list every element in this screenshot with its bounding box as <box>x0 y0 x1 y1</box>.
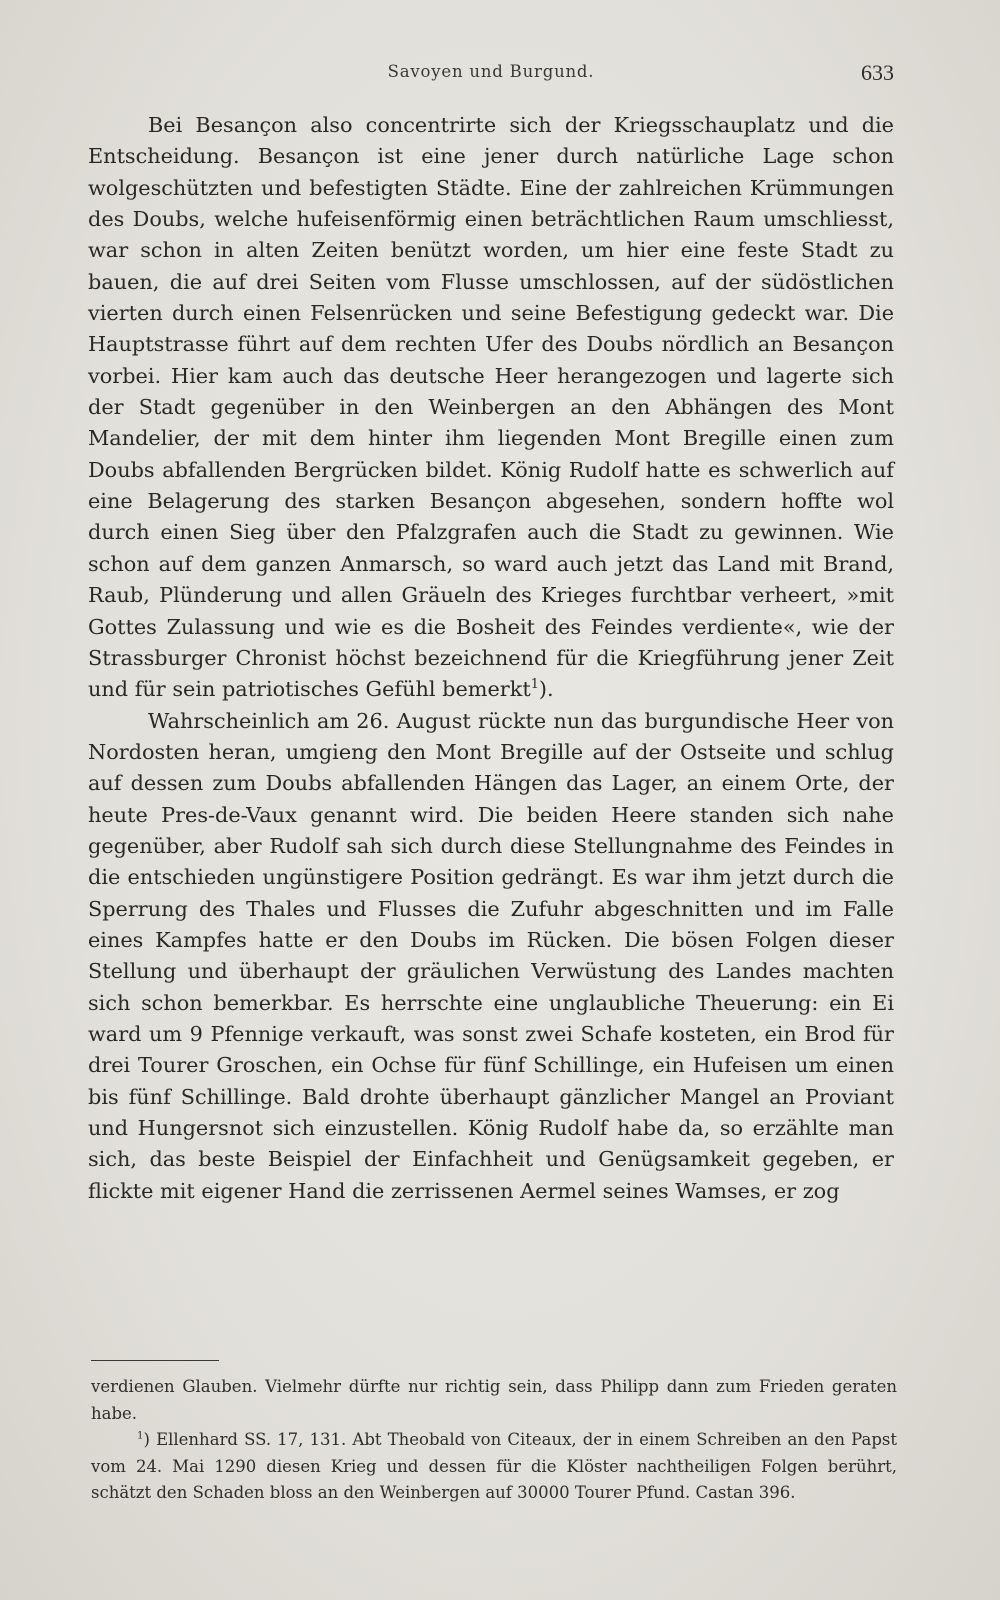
page-number: 633 <box>861 60 894 85</box>
running-title: Savoyen und Burgund. <box>387 62 595 81</box>
footnote-text: ) Ellenhard SS. 17, 131. Abt Theobald von Citeaux, der in einem Schreiben an den Papst vom 24. Mai 1290 diesen Krieg und dessen für die Klöster nachtheiligen Folgen berührt, schätzt den Schaden bloss an den Weinbergen auf 30000 Tourer Pfund. Castan 396. <box>91 1430 897 1502</box>
footnotes <box>91 1374 897 1507</box>
footnote-continuation: verdienen Glauben. Vielmehr dürfte nur richtig sein, dass Philipp dann zum Frieden geraten habe. <box>91 1377 897 1423</box>
paragraph-end: ). <box>538 677 554 702</box>
body-paragraph: Wahrscheinlich am 26. August rückte nun das burgundische Heer von Nordosten heran, umgieng den Mont Bregille auf der Ostseite und schlug auf dessen zum Doubs abfallenden Hängen das Lager, an einem Orte, der heute Pres-de-Vaux genannt wird. Die beiden Heere standen sich nahe gegenüber, aber Rudolf sah sich durch diese Stellungnahme des Feindes in die entschieden ungünstigere Position gedrängt. Es war ihm jetzt durch die Sperrung des Thales und Flusses die Zufuhr abgeschnitten und im Falle eines Kampfes hatte er den Doubs im Rücken. Die bösen Folgen dieser Stellung und überhaupt der gräulichen Verwüstung des Landes machten sich schon bemerkbar. Es herrschte eine unglaubliche Theuerung: ein Ei ward um 9 Pfennige verkauft, was sonst zwei Schafe kosteten, ein Brod für drei Tourer Groschen, ein Ochse für fünf Schillinge, ein Hufeisen um einen bis fünf Schillinge. Bald drohte überhaupt gänzlicher Mangel an Proviant und Hungersnot sich einzustellen. König Rudolf habe da, so erzählte man sich, das beste Beispiel der Einfachheit und Genügsamkeit gegeben, er flickte mit eigener Hand die zerrissenen Aermel seines Wamses, er zog <box>88 708 894 1203</box>
footnote-entry <box>91 1427 897 1507</box>
footnote-reference: 1 <box>530 677 539 693</box>
body-paragraph <box>88 110 894 706</box>
footnote-marker: 1 <box>137 1430 144 1442</box>
footnote-divider <box>91 1360 219 1361</box>
running-head <box>88 62 894 92</box>
paragraph-text: Bei Besançon also concentrirte sich der Kriegsschauplatz und die Entscheidung. Besançon ist eine jener durch natürliche Lage schon wolgeschützten und befestigten Städte. Eine der zahlreichen Krümmungen des Doubs, welche hufeisenförmig einen beträchtlichen Raum umschliesst, war schon in alten Zeiten benützt worden, um hier eine feste Stadt zu bauen, die auf drei Seiten vom Flusse umschlossen, auf der südöstlichen vierten durch einen Felsenrücken und seine Befestigung gedeckt war. Die Hauptstrasse führt auf dem rechten Ufer des Doubs nördlich an Besançon vorbei. Hier kam auch das deutsche Heer herangezogen und lagerte sich der Stadt gegenüber in den Weinbergen an den Abhängen des Mont Mandelier, der mit dem hinter ihm liegenden Mont Bregille einen zum Doubs abfallenden Bergrücken bildet. König Rudolf hatte es schwerlich auf eine Belagerung des starken Besançon abgesehen, sondern hoffte wol durch einen Sieg über den Pfalzgrafen auch die Stadt zu gewinnen. Wie schon auf dem ganzen Anmarsch, so ward auch jetzt das Land mit Brand, Raub, Plünderung und allen Gräueln des Krieges furchtbar verheert, »mit Gottes Zulassung und wie es die Bosheit des Feindes verdiente«, wie der Strassburger Chronist höchst bezeichnend für die Kriegführung jener Zeit und für sein patriotisches Gefühl bemerkt <box>88 113 894 702</box>
main-text <box>88 110 894 1207</box>
